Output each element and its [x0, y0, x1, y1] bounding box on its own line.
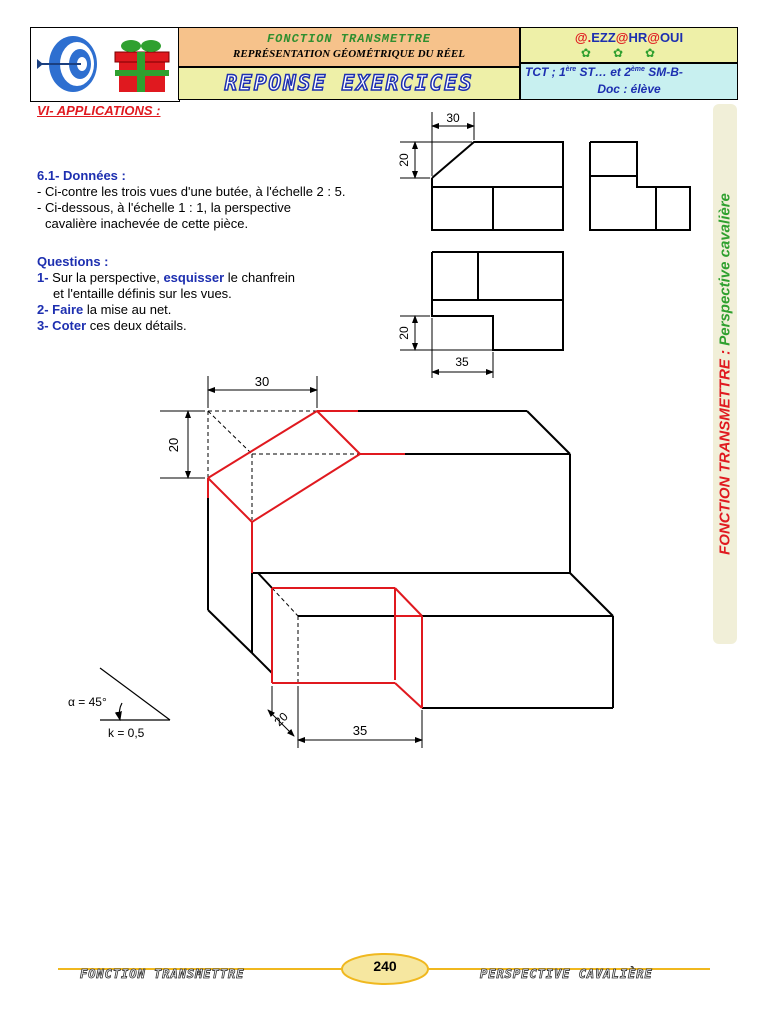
persp-dim-20-label: 20 [166, 437, 181, 453]
header-banner-box [178, 67, 520, 100]
author-part: @ [615, 30, 629, 45]
question-text: Sur la perspective, [48, 270, 164, 285]
level-part: ST… et 2 [576, 65, 631, 79]
view-dimension-lines [400, 112, 493, 378]
question-1 [37, 270, 295, 286]
author-part: HR [628, 30, 648, 45]
questions-block [37, 254, 295, 334]
question-verb: Faire [48, 302, 84, 317]
donnees-line: cavalière inachevée de cette pièce. [45, 216, 249, 231]
donnees-line: - Ci-dessous, à l'échelle 1 : 1, la perspective [37, 200, 291, 215]
side-title [717, 193, 734, 555]
persp-dim-30-label: 30 [254, 374, 270, 389]
question-2 [37, 302, 295, 318]
header-banner: REPONSE EXERCICES [224, 71, 474, 95]
author-part: OUI [659, 30, 684, 45]
perspective-outline [208, 411, 613, 708]
question-number: 1- [37, 270, 49, 285]
dim-20-front-label: 20 [397, 153, 411, 167]
persp-dim-35-label: 35 [352, 723, 368, 738]
question-verb: Coter [48, 318, 87, 333]
angle-diagram [100, 668, 170, 720]
author-part: @. [574, 30, 592, 45]
header-subject: FONCTION TRANSMETTRE [266, 32, 432, 46]
answer-lines [208, 411, 422, 708]
logo-icons [31, 28, 179, 101]
alpha-label: α = 45° [68, 695, 107, 709]
front-view [432, 142, 563, 230]
author-part: EZZ [591, 30, 616, 45]
question-1-cont: et l'entaille définis sur les vues. [53, 286, 232, 301]
side-title-part: FONCTION TRANSMETTRE : [716, 345, 734, 555]
question-number: 3- [37, 318, 49, 333]
header-logo-box [30, 27, 180, 102]
header-chapter: REPRÉSENTATION GÉOMÉTRIQUE DU RÉEL [233, 48, 465, 60]
orthographic-views [380, 100, 710, 380]
side-title-part: Perspective cavalière [716, 193, 734, 346]
level-part: TCT ; 1 [525, 65, 566, 79]
persp-dim-20-depth-label: 20 [271, 709, 291, 729]
level-sup: ème [630, 66, 645, 73]
donnees-line: - Ci-contre les trois vues d'une butée, à l'échelle 2 : 5. [37, 184, 346, 199]
level-part: SM-B- [644, 65, 683, 79]
hidden-lines [208, 411, 360, 710]
donnees-block [37, 168, 345, 232]
section-title: VI- APPLICATIONS : [37, 103, 161, 118]
page-number: 240 [373, 958, 397, 974]
k-label: k = 0,5 [108, 726, 145, 740]
header-level-box [520, 63, 738, 100]
perspective-dimension-lines [160, 376, 422, 748]
header-level [525, 65, 683, 79]
side-view [590, 142, 690, 230]
target-icon [37, 36, 97, 92]
top-view [432, 252, 563, 350]
question-text: ces deux détails. [86, 318, 187, 333]
flower-icons: ✿✿✿ [580, 46, 678, 60]
header-doc: Doc : élève [597, 82, 661, 96]
header-author [521, 30, 737, 45]
author-part: @ [647, 30, 660, 45]
dim-35-label: 35 [455, 355, 469, 369]
question-number: 2- [37, 302, 49, 317]
dim-30-label: 30 [446, 111, 460, 125]
question-verb: esquisser [163, 270, 225, 285]
question-text: la mise au net. [83, 302, 172, 317]
question-text: le chanfrein [224, 270, 295, 285]
footer-left-title: FONCTION TRANSMETTRE [80, 967, 245, 981]
footer-right-title: PERSPECTIVE CAVALIÈRE [480, 967, 653, 981]
header-title-box [178, 27, 520, 67]
donnees-title: 6.1- Données : [37, 168, 126, 183]
header-author-box [520, 27, 738, 63]
level-sup: ère [565, 66, 577, 73]
dim-20-top-label: 20 [397, 326, 411, 340]
questions-title: Questions : [37, 254, 109, 269]
cavalier-perspective [0, 370, 640, 750]
gift-icon [115, 40, 169, 92]
question-3 [37, 318, 295, 334]
